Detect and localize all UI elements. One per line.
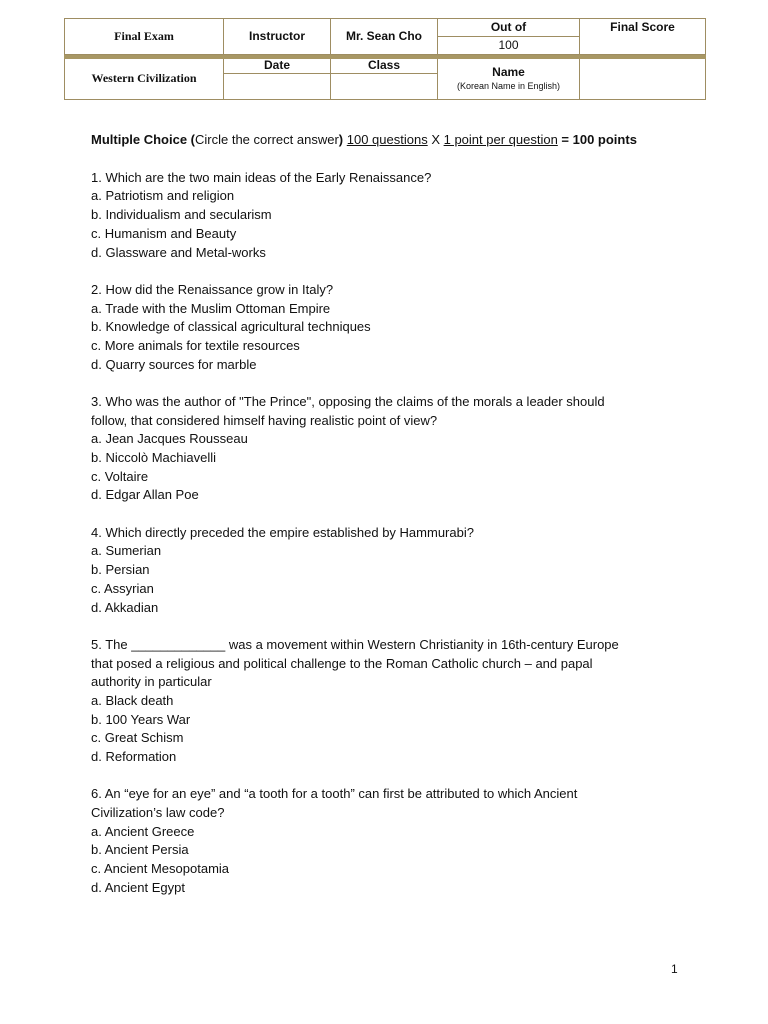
question-count: 100 questions — [346, 132, 428, 147]
class-label: Class — [331, 58, 438, 73]
instructions — [91, 131, 691, 150]
question-text: that posed a religious and political challenge to the Roman Catholic church – and papal — [91, 655, 593, 671]
question-4 — [91, 524, 691, 618]
answer-option[interactable]: a. Ancient Greece — [91, 823, 195, 839]
final-score-label: Final Score — [580, 19, 706, 55]
class-field — [331, 73, 438, 99]
question-text: 2. How did the Renaissance grow in Italy? — [91, 281, 334, 297]
exam-header-table — [64, 18, 706, 100]
question-list — [91, 169, 691, 898]
answer-option[interactable]: a. Jean Jacques Rousseau — [91, 431, 248, 447]
question-text: 1. Which are the two main ideas of the Early Renaissance? — [91, 169, 432, 185]
question-2 — [91, 281, 691, 375]
answer-option[interactable]: d. Quarry sources for marble — [91, 356, 257, 372]
question-5 — [91, 636, 691, 767]
answer-option[interactable]: b. Persian — [91, 562, 150, 578]
answer-option[interactable]: b. Knowledge of classical agricultural techniques — [91, 319, 371, 335]
exam-content — [91, 131, 691, 916]
instructions-close: ) — [338, 132, 344, 147]
answer-option[interactable]: d. Akkadian — [91, 599, 159, 615]
name-cell — [438, 58, 580, 99]
question-1 — [91, 169, 691, 263]
out-of-value: 100 — [438, 36, 580, 54]
question-3 — [91, 393, 691, 505]
instructor-label: Instructor — [224, 19, 331, 55]
answer-option[interactable]: b. Niccolò Machiavelli — [91, 450, 216, 466]
answer-option[interactable]: d. Glassware and Metal-works — [91, 244, 266, 260]
answer-option[interactable]: a. Patriotism and religion — [91, 188, 235, 204]
out-of-label: Out of — [438, 19, 580, 37]
exam-title: Final Exam — [65, 19, 224, 55]
instructions-lead: Multiple Choice ( — [91, 132, 195, 147]
answer-option[interactable]: c. Assyrian — [91, 580, 154, 596]
question-text: 4. Which directly preceded the empire established by Hammurabi? — [91, 524, 474, 540]
answer-option[interactable]: c. Voltaire — [91, 468, 149, 484]
answer-option[interactable]: d. Reformation — [91, 749, 177, 765]
final-score-box — [580, 58, 706, 99]
name-hint: (Korean Name in English) — [456, 80, 561, 91]
answer-option[interactable]: c. Great Schism — [91, 730, 184, 746]
name-label: Name — [492, 65, 525, 80]
page-number: 1 — [671, 962, 678, 976]
instructions-text: Circle the correct answer — [195, 132, 339, 147]
date-field — [224, 73, 331, 99]
subject-title: Western Civilization — [65, 58, 224, 99]
answer-option[interactable]: d. Ancient Egypt — [91, 879, 185, 895]
question-text: Civilization’s law code? — [91, 805, 225, 821]
question-text: 6. An “eye for an eye” and “a tooth for a tooth” can first be attributed to which Ancient — [91, 786, 578, 802]
answer-option[interactable]: b. Individualism and secularism — [91, 207, 272, 223]
total-points: = 100 points — [557, 132, 637, 147]
question-text: 5. The _____________ was a movement within Western Christianity in 16th-century Europe — [91, 636, 619, 652]
answer-option[interactable]: c. More animals for textile resources — [91, 337, 300, 353]
question-text: authority in particular — [91, 674, 212, 690]
points-per-question: 1 point per question — [443, 132, 558, 147]
answer-option[interactable]: c. Ancient Mesopotamia — [91, 861, 230, 877]
answer-option[interactable]: c. Humanism and Beauty — [91, 225, 237, 241]
question-text: follow, that considered himself having realistic point of view? — [91, 412, 438, 428]
answer-option[interactable]: a. Sumerian — [91, 543, 162, 559]
date-label: Date — [224, 58, 331, 73]
answer-option[interactable]: b. 100 Years War — [91, 711, 191, 727]
answer-option[interactable]: a. Trade with the Muslim Ottoman Empire — [91, 300, 331, 316]
answer-option[interactable]: b. Ancient Persia — [91, 842, 189, 858]
answer-option[interactable]: a. Black death — [91, 692, 174, 708]
answer-option[interactable]: d. Edgar Allan Poe — [91, 487, 199, 503]
question-6 — [91, 785, 691, 897]
question-text: 3. Who was the author of "The Prince", opposing the claims of the morals a leader should — [91, 393, 605, 409]
times-sign: X — [427, 132, 444, 147]
instructor-name: Mr. Sean Cho — [331, 19, 438, 55]
